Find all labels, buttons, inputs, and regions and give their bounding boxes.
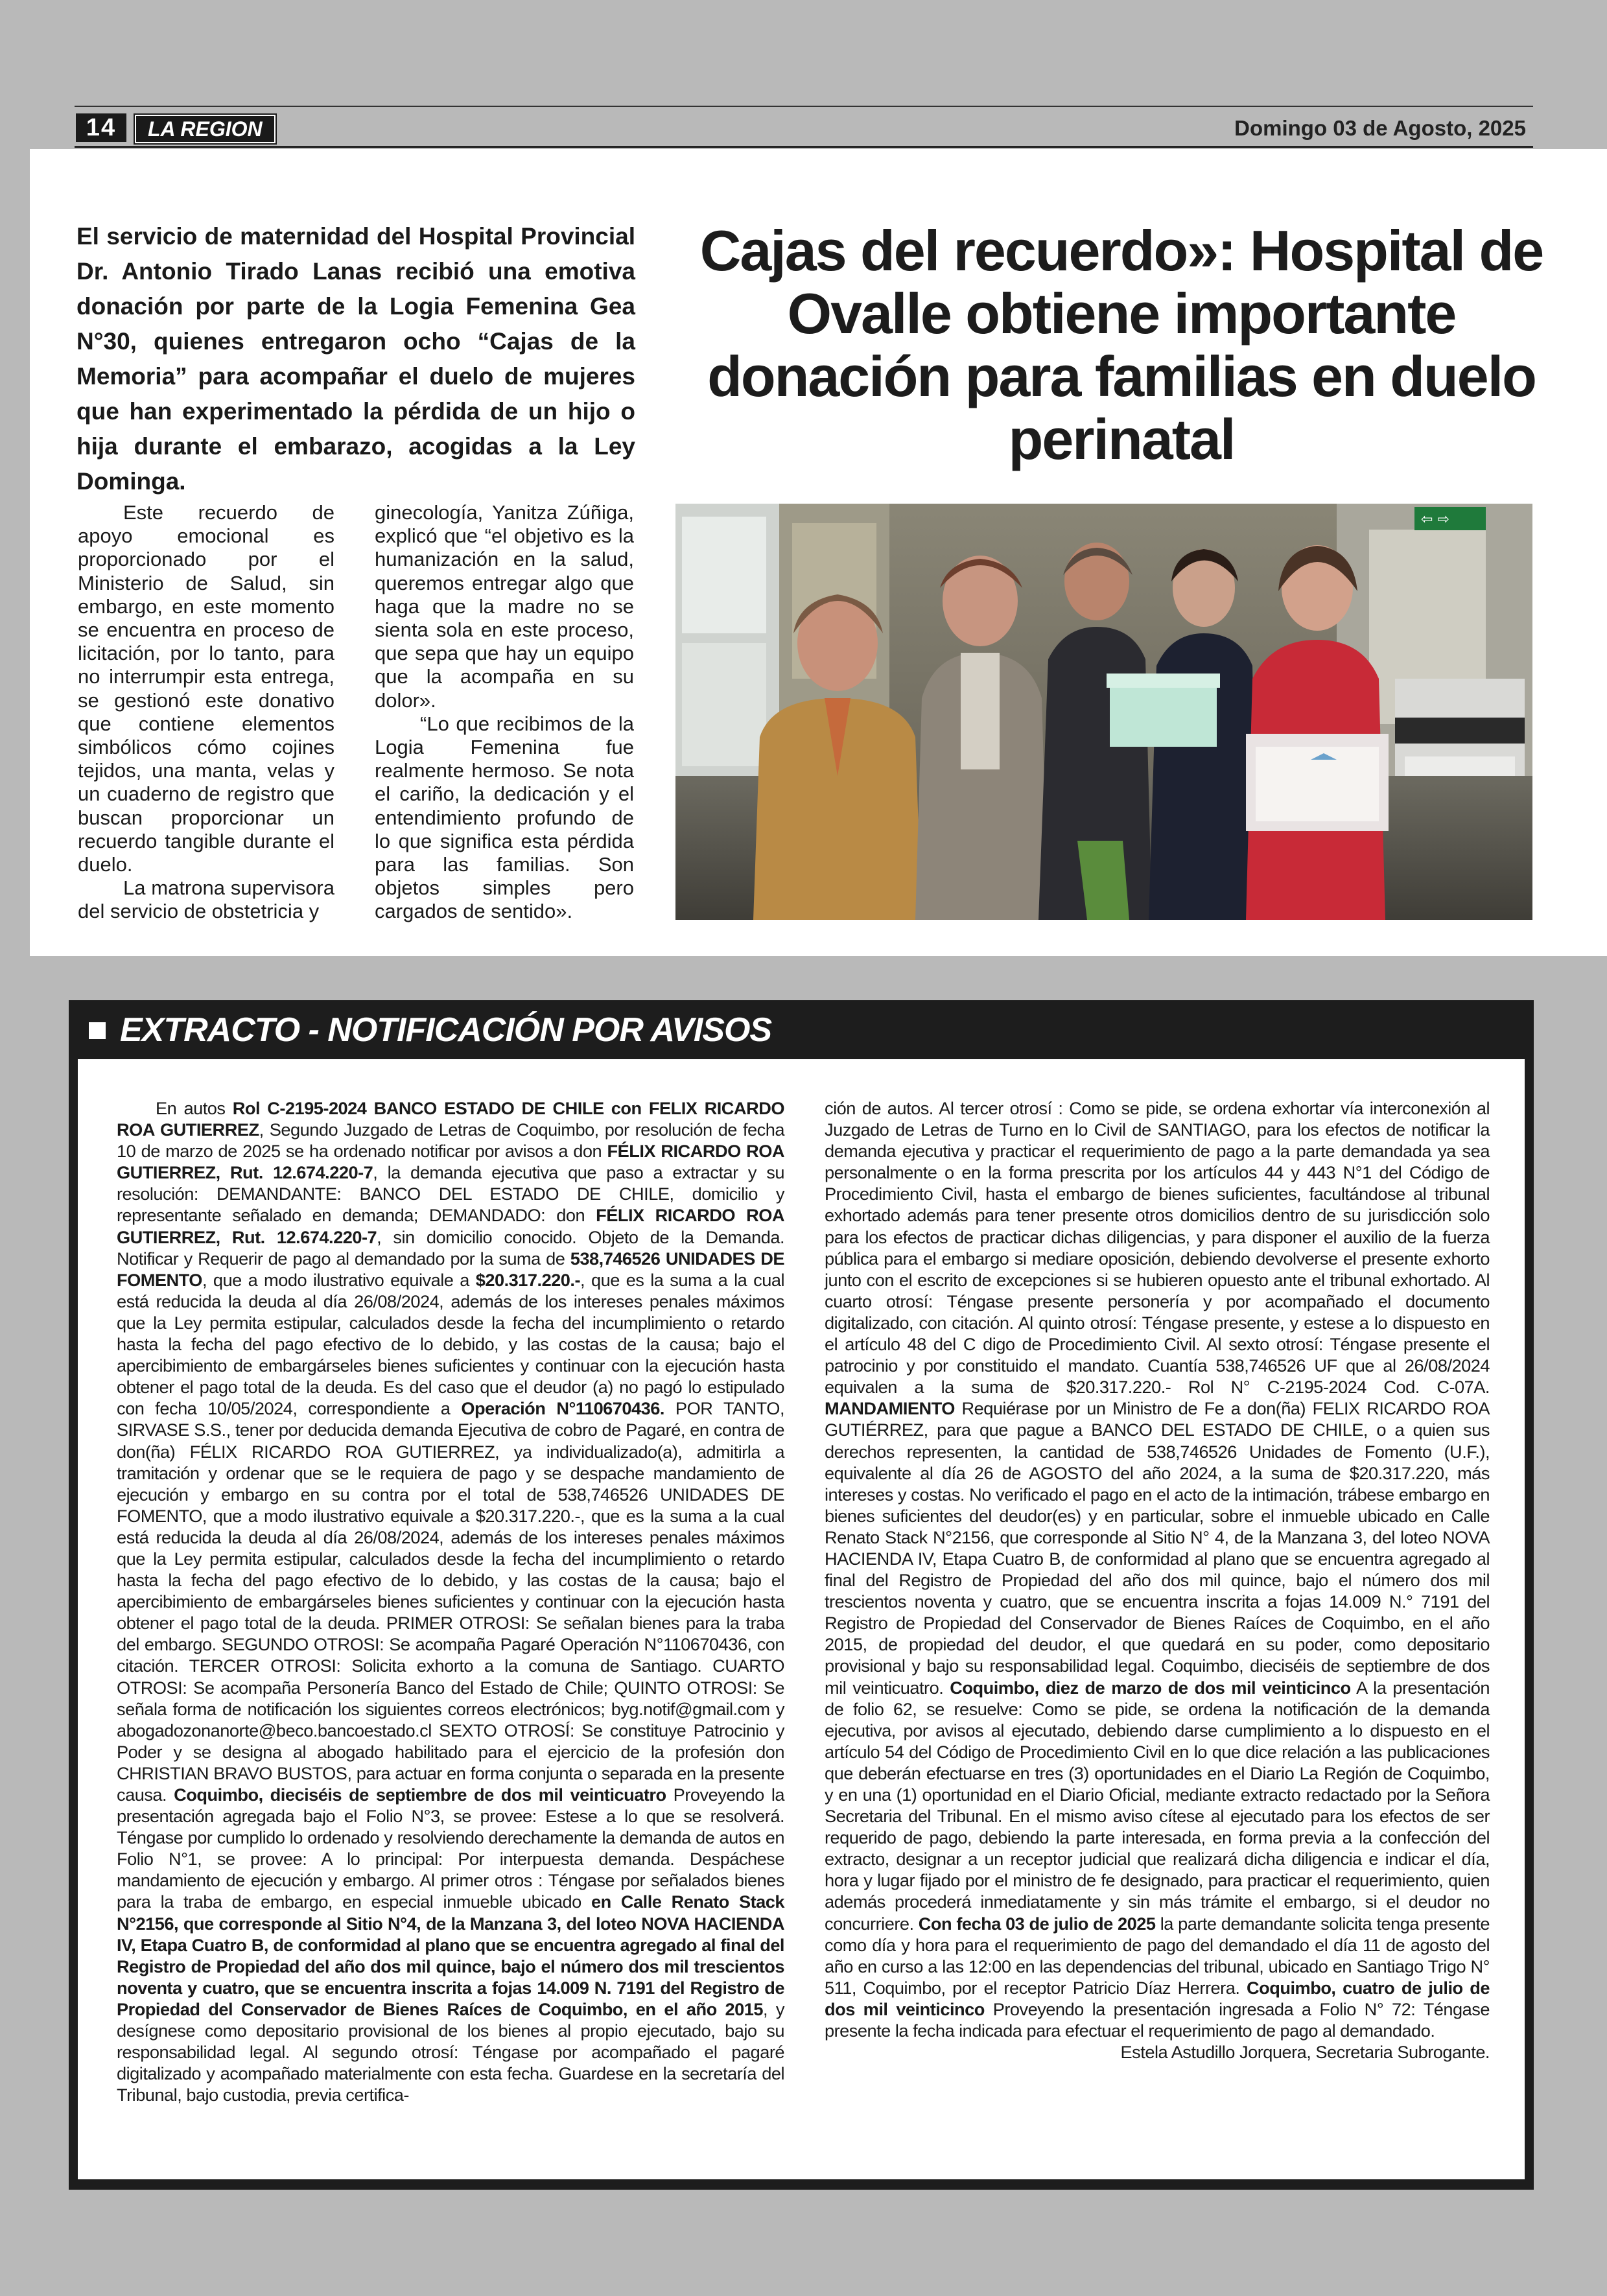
notice-bold-text: Rol C-2195-2024 BANCO ESTADO DE CHILE con FELIX RICARDO ROA GUTIERREZ (117, 1098, 784, 1140)
notice-paragraph (117, 1097, 784, 2105)
notice-text: ción de autos. Al tercer otrosí : Como se pide, se ordena exhortar vía interconexión al Juzgado de Letras de Turno en lo Civil de SANTIAGO, para los efectos de notificar la demanda ejecutiva y practicar el requerimiento de pago a la parte demandada ya sea personalmente o en la forma prescrita por los artículos 44 y 443 N°1 del Código de Procedimiento Civil, hasta el embargo de bienes suficientes, facultándose al tribunal exhortado además para tener presente otros domicilios dentro de su jurisdicción solo para los efectos de practicar dichas diligencias, y para disponer el auxilio de la fuerza pública para el embargo si mediare oposición, debiendo devolverse el presente exhorto junto con el escrito de excepciones si se hubieren opuesto ante el tribunal exhortado. Al cuarto otrosí: Téngase presente personería y por acompañado el documento digitalizado, con citación. Al quinto otrosí: Téngase presente, y estese a lo dispuesto en el artículo 48 del C digo de Procedimiento Civil. Al sexto otrosí: Téngase presente el patrocinio y por constituido el mandato. Cuantía 538,746526 UF que al 26/08/2024 equivalen a la suma de $20.317.220.- Rol N° C-2195-2024 Cod. C-07A. (825, 1098, 1490, 1398)
header-rule-bottom (75, 146, 1533, 148)
header-rule (75, 106, 1533, 107)
notice-bold-text: Operación N°110670436. (461, 1398, 664, 1419)
notice-bold-text: Coquimbo, diez de marzo de dos mil veinticinco (950, 1677, 1351, 1698)
notice-text: A la presentación de folio 62, se resuelve: Como se pide, se ordena la notificación de la demanda ejecutiva, por avisos al ejecutado, debiendo darse cumplimiento a lo dispuesto en el artículo 54 del Código de Procedimiento Civil en lo que dice relación a las publicaciones que deberán efectuarse en tres (3) oportunidades en el Diario La Región de Coquimbo, y en una (1) oportunidad en el Diario Oficial, mediante extracto redactado por la Señora Secretaria del Tribunal. En el mismo aviso cítese al ejecutado para los efectos de ser requerido de pago, debiendo la parte interesada, en forma previa a la confección del extracto, designar a un receptor judicial que realizará dicha diligencia e indicar el día, hora y lugar fijado por el ministro de fe designado, para practicar el requerimiento, quien además procederá inmediatamente y sin más trámite el embargo, si el deudor no concurriere. (825, 1677, 1490, 1934)
notice-text: , sin domicilio conocido. Objeto de la Demanda. Notificar y Requerir de pago al demandado por la suma de (117, 1226, 784, 1269)
notice-text: POR TANTO, SIRVASE S.S., tener por deducida demanda Ejecutiva de cobro de Pagaré, en contra de don(ña) FÉLIX RICARDO ROA GUTIERREZ, ya individualizado(a), admitirla a tramitación y ordenar que se le requiera de pago y se despache mandamiento de ejecución y embargo en su contra por el total de 538,746526 UNIDADES DE FOMENTO, que a modo ilustrativo equivale a $20.317.220.-, que es la suma a la cual está reducida la deuda al día 26/08/2024, además de los intereses penales máximos que la Ley permita estipular, calculados desde la fecha del incumplimiento o retardo hasta la fecha del pago efectivo de lo debido, y las costas de la causa; bajo el apercibimiento de embargárseles bienes suficientes y continuar con la ejecución hasta obtener el pago total de la deuda. PRIMER OTROSI: Se señalan bienes para la traba del embargo. SEGUNDO OTROSI: Se acompaña Pagaré Operación N°110670436, con citación. TERCER OTROSI: Solicita exhorto a la comuna de Santiago. CUARTO OTROSI: Se acompaña Personería Banco del Estado de Chile; QUINTO OTROSI: Se señala forma de notificación los siguientes correos electrónicos; byg.notif@gmail.com y abogadozonanorte@beco.bancoestado.cl SEXTO OTROSÍ: Se constituye Patrocinio y Poder y se designa al abogado habilitado para el ejercicio de la profesión don CHRISTIAN BRAVO BUSTOS, para actuar en forma conjunta o separada en la presente causa. (117, 1398, 784, 1805)
notice-text: En autos (156, 1098, 233, 1118)
page-number: 14 (76, 113, 126, 142)
square-bullet-icon (89, 1022, 106, 1039)
article-paragraph: “Lo que recibimos de la Logia Femenina fue realmente hermoso. Se nota el cariño, la dedicación y el entendimiento profundo de lo que significa esta pérdida para las familias. Son objetos simples pero cargados de sentido». (375, 712, 634, 923)
notice-bold-text: FÉLIX RICARDO ROA GUTIERREZ, Rut. 12.674.220-7 (117, 1205, 784, 1247)
notice-paragraph (825, 1097, 1490, 2041)
article-headline: Cajas del recuerdo»: Hospital de Ovalle obtiene importante donación para familias en duelo perinatal (699, 218, 1543, 471)
notice-bold-text: Coquimbo, cuatro de julio de dos mil veinticinco (825, 1977, 1490, 2019)
notice-bold-text: FÉLIX RICARDO ROA GUTIERREZ, Rut. 12.674.220-7 (117, 1141, 784, 1183)
article-column-2 (375, 501, 634, 923)
notice-bold-text: Con fecha 03 de julio de 2025 (918, 1913, 1156, 1934)
article-lead: El servicio de maternidad del Hospital Provincial Dr. Antonio Tirado Lanas recibió una emotiva donación por parte de la Logia Femenina Gea N°30, quienes entregaron ocho “Cajas de la Memoria” para acompañar el duelo de mujeres que han experimentado la pérdida de un hijo o hija durante el embarazo, acogidas a la Ley Dominga. (76, 223, 635, 495)
article-paragraph: ginecología, Yanitza Zúñiga, explicó que “el objetivo es la humanización en la salud, queremos entregar algo que haga que la madre no se sienta sola en este proceso, que sepa que hay un equipo que la acompaña en su dolor». (375, 501, 634, 712)
svg-text:⇦ ⇨: ⇦ ⇨ (1421, 511, 1449, 528)
notice-text: Requiérase por un Ministro de Fe a don(ña) FELIX RICARDO ROA GUTIÉRREZ, para que pague a BANCO DEL ESTADO DE CHILE, o a quien sus derechos representen, la cantidad de 538,746526 Unidades de Fomento (U.F.), equivalente al día 26 de AGOSTO del año 2024, a la suma de $20.317.220, más intereses y costas. No verificado el pago en el acto de la intimación, trábese embargo en bienes suficientes del deudor(es) y en particular, sobre el inmueble ubicado en Calle Renato Stack N°2156, que corresponde al Sitio N° 4, de la Manzana 3, del loteo NOVA HACIENDA IV, Etapa Cuatro B, de conformidad al plano que se encuentra agregado al final del Registro de Propiedad del año dos mil quince, bajo el número dos mil trescientos noventa y cuatro, que se encuentra inscrita a fojas 14.009 N.° 7191 del Registro de Propiedad del Conservador de Bienes Raíces de Coquimbo, en el año 2015, de propiedad del deudor, el que quedará en su poder, como depositario provisional y bajo su responsabilidad legal. Coquimbo, dieciséis de septiembre de dos mil veinticuatro. (825, 1398, 1490, 1698)
article-column-1 (78, 501, 334, 923)
notice-bold-text: 538,746526 UNIDADES DE FOMENTO (117, 1248, 785, 1290)
article-paragraph: La matrona supervisora del servicio de obstetricia y (78, 876, 334, 923)
issue-date: Domingo 03 de Agosto, 2025 (1234, 116, 1526, 140)
notice-bold-text: en Calle Renato Stack N°2156, que corresponde al Sitio N°4, de la Manzana 3, del loteo NOVA HACIENDA IV, Etapa Cuatro B, de conformidad al plano que se encuentra agregado al final del Registro de Propiedad del año dos mil quince, bajo el número dos mil trescientos noventa y cuatro, que se encuentra inscrita a fojas 14.009 N. 7191 del Registro de Propiedad del Conservador de Bienes Raíces de Coquimbo, en el año 2015 (117, 1892, 784, 2019)
notice-text: , que es la suma a la cual está reducida la deuda al día 26/08/2024, además de los intereses penales máximos que la Ley permita estipular, calculados desde la fecha del incumplimiento o retardo hasta la fecha del pago efectivo de lo debido, y las costas de la causa; bajo el apercibimiento de embargárseles bienes suficientes y continuar con la ejecución hasta obtener el pago total de la deuda. Es del caso que el deudor (a) no pagó lo estipulado con fecha 10/05/2024, correspondiente a (117, 1269, 784, 1419)
notice-bold-text: Coquimbo, dieciséis de septiembre de dos mil veinticuatro (174, 1785, 666, 1805)
masthead-logo: LA REGION (135, 115, 276, 143)
notice-text: Proveyendo la presentación ingresada a Folio N° 72: Téngase presente la fecha indicada para efectuar el requerimiento de pago al demandado. (825, 1998, 1490, 2041)
notice-bold-text: $20.317.220.- (475, 1269, 581, 1290)
notice-text: , que a modo ilustrativo equivale a (202, 1269, 476, 1290)
notice-column-2 (825, 1097, 1490, 2148)
notice-text: la parte demandante solicita tenga presente como día y hora para el requerimiento de pago del demandado el día 11 de agosto del año en curso a las 12:00 en las dependencias del tribunal, ubicado en Santiago Trigo N° 511, Coquimbo, por el receptor Patricio Díaz Herrera. (825, 1913, 1490, 1998)
notice-text: , la demanda ejecutiva que paso a extractar y su resolución: DEMANDANTE: BANCO DEL ESTADO DE CHILE, domicilio y representante señalado en demanda; DEMANDADO: don (117, 1162, 784, 1226)
article-photo (675, 504, 1532, 920)
notice-text: Proveyendo la presentación agregada bajo el Folio N°3, se provee: Estese a lo que se resolverá. Téngase por cumplido lo ordenado y resolviendo derechamente la demanda de autos en Folio N°1, se provee: A lo principal: Por interpuesta demanda. Despáchese mandamiento de ejecución y embargo. Al primer otros : Téngase por señalados bienes para la traba de embargo, en especial inmueble ubicado (117, 1785, 784, 1912)
notice-bold-text: MANDAMIENTO (825, 1398, 955, 1419)
notice-column-1 (117, 1097, 784, 2113)
notice-text: , y desígnese como depositario provisional de los bienes al propio ejecutado, bajo su responsabilidad legal. Al segundo otrosí: Téngase por acompañado el pagaré digitalizado y acompañado materialmente con esta fecha. Guardese en la secretaría del Tribunal, bajo custodia, previa certifica- (117, 1998, 784, 2105)
article-paragraph: Este recuerdo de apoyo emocional es proporcionado por el Ministerio de Salud, sin embargo, en este momento se encuentra en proceso de licitación, por lo tanto, para no interrumpir esta entrega, se gestionó este donativo que contiene elementos simbólicos cómo cojines tejidos, una manta, velas y un cuaderno de registro que buscan proporcionar un recuerdo tangible durante el duelo. (78, 501, 334, 876)
notice-text: , Segundo Juzgado de Letras de Coquimbo, por resolución de fecha 10 de marzo de 2025 se ha ordenado notificar por avisos a don (117, 1119, 784, 1162)
notice-signature: Estela Astudillo Jorquera, Secretaria Subrogante. (1120, 2042, 1490, 2063)
notice-title: EXTRACTO - NOTIFICACIÓN POR AVISOS (120, 1011, 772, 1049)
